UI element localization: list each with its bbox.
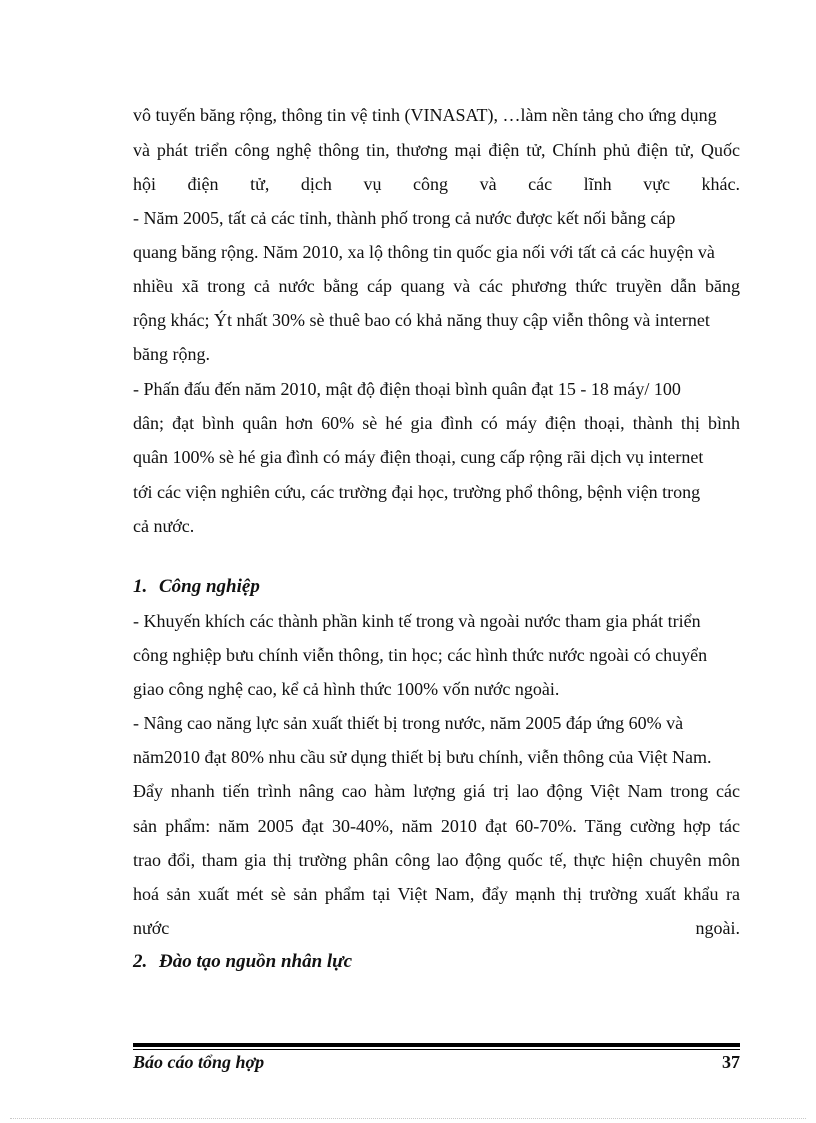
body-line: trao đổi, tham gia thị trường phân công lao động quốc tế, thực hiện chuyên môn <box>133 850 740 870</box>
bullet-line: - Khuyến khích các thành phần kinh tế trong và ngoài nước tham gia phát triển <box>133 611 701 631</box>
footer-title: Báo cáo tổng hợp <box>133 1052 265 1072</box>
footer-rule-thin <box>133 1049 740 1050</box>
body-line: dân; đạt bình quân hơn 60% sè hé gia đình có máy điện thoại, thành thị bình <box>133 413 740 433</box>
bullet-line: - Phấn đấu đến năm 2010, mật độ điện thoại bình quân đạt 15 - 18 máy/ 100 <box>133 379 681 399</box>
section-number: 1. <box>133 576 148 597</box>
body-line: quân 100% sè hé gia đình có máy điện thoại, cung cấp rộng rãi dịch vụ internet <box>133 447 704 467</box>
section-number: 2. <box>133 951 148 972</box>
body-line: nhiều xã trong cả nước bằng cáp quang và các phương thức truyền dẫn băng <box>133 276 740 296</box>
section-title: Đào tạo nguồn nhân lực <box>159 951 352 972</box>
line-left: nước <box>133 918 170 938</box>
bullet-line: - Nâng cao năng lực sản xuất thiết bị trong nước, năm 2005 đáp ứng 60% và <box>133 713 684 733</box>
line-right: ngoài. <box>695 918 740 938</box>
body-line: sản phẩm: năm 2005 đạt 30-40%, năm 2010 đạt 60-70%. Tăng cường hợp tác <box>133 816 740 836</box>
body-line: Đẩy nhanh tiến trình nâng cao hàm lượng giá trị lao động Việt Nam trong các <box>133 781 740 801</box>
page-number: 37 <box>722 1052 740 1072</box>
body-line: giao công nghệ cao, kể cả hình thức 100% vốn nước ngoài. <box>133 679 560 699</box>
body-line: và phát triển công nghệ thông tin, thương mại điện tử, Chính phủ điện tử, Quốc <box>133 140 740 160</box>
body-line: hội điện tử, dịch vụ công và các lĩnh vực khác. <box>133 174 740 194</box>
section-heading-2 <box>133 950 352 974</box>
section-heading-1 <box>133 575 260 599</box>
body-line: cả nước. <box>133 516 195 536</box>
body-line: hoá sản xuất mét sè sản phẩm tại Việt Nam, đẩy mạnh thị trường xuất khẩu ra <box>133 884 740 904</box>
body-line: băng rộng. <box>133 344 210 364</box>
body-line: công nghiệp bưu chính viễn thông, tin học; các hình thức nước ngoài có chuyển <box>133 645 708 665</box>
page-edge-divider <box>10 1118 806 1119</box>
footer-rule-thick <box>133 1043 740 1047</box>
section-title: Công nghiệp <box>159 576 260 597</box>
body-line: quang băng rộng. Năm 2010, xa lộ thông tin quốc gia nối với tất cả các huyện và <box>133 242 715 262</box>
body-line: rộng khác; Ýt nhất 30% sè thuê bao có khả năng thuy cập viễn thông và internet <box>133 310 710 330</box>
bullet-line: - Năm 2005, tất cả các tỉnh, thành phố trong cả nước được kết nối bằng cáp <box>133 208 676 228</box>
body-line: năm2010 đạt 80% nhu cầu sử dụng thiết bị bưu chính, viễn thông của Việt Nam. <box>133 747 712 767</box>
body-line: tới các viện nghiên cứu, các trường đại học, trường phổ thông, bệnh viện trong <box>133 482 701 502</box>
body-line: vô tuyến băng rộng, thông tin vệ tinh (VINASAT), …làm nền tảng cho ứng dụng <box>133 105 717 125</box>
body-line-split <box>133 916 740 940</box>
